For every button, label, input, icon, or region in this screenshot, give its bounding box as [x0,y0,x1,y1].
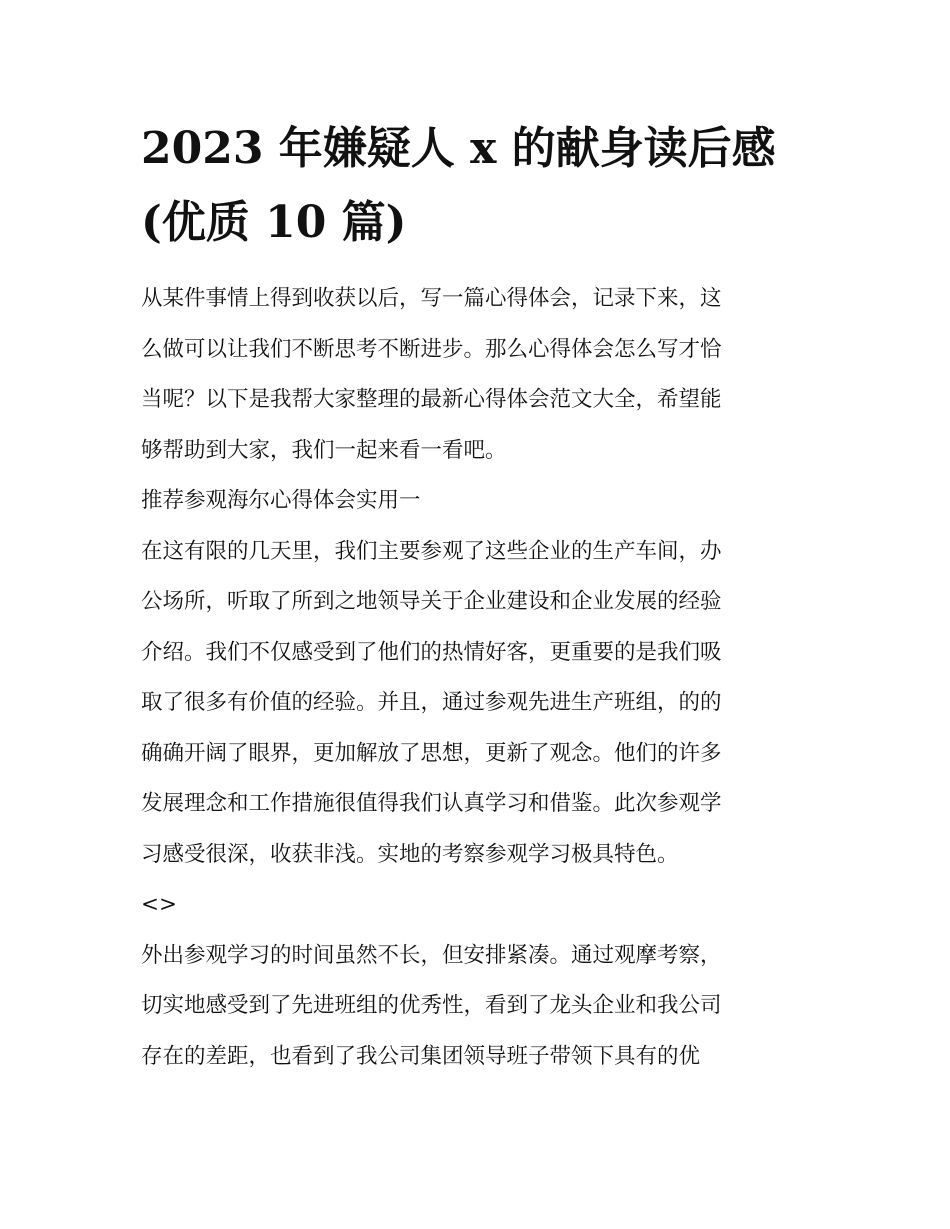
text-line: 发展理念和工作措施很值得我们认真学习和借鉴。此次参观学 [141,791,722,816]
text-line: 当呢？以下是我帮大家整理的最新心得体会范文大全，希望能 [141,387,722,412]
section-heading: 推荐参观海尔心得体会实用一 [141,488,421,513]
text-line: 从某件事情上得到收获以后，写一篇心得体会，记录下来，这 [141,286,722,311]
placeholder-marker: <> [141,892,178,917]
text-line: 存在的差距，也看到了我公司集团领导班子带领下具有的优 [141,1043,701,1069]
text-line: 介绍。我们不仅感受到了他们的热情好客，更重要的是我们吸 [141,639,722,665]
text-line: 公场所，听取了所到之地领导关于企业建设和企业发展的经验 [141,589,722,614]
title-line: (优质 10 篇) [141,197,407,248]
text-line: 么做可以让我们不断思考不断进步。那么心得体会怎么写才恰 [141,336,722,362]
text-line: 外出参观学习的时间虽然不长，但安排紧凑。通过观摩考察， [141,942,722,968]
text-line: 习感受很深，收获非浅。实地的考察参观学习极具特色。 [141,841,679,867]
document-title [141,112,821,260]
text-line: 够帮助到大家，我们一起来看一看吧。 [141,437,507,463]
text-line: 确确开阔了眼界，更加解放了思想，更新了观念。他们的许多 [141,740,722,766]
text-line: 在这有限的几天里，我们主要参观了这些企业的生产车间，办 [141,538,722,564]
intro-paragraph [141,274,813,1082]
title-line: 2023 年嫌疑人 x 的献身读后感 [141,123,776,174]
text-line: 取了很多有价值的经验。并且，通过参观先进生产班组，的的 [141,690,722,715]
text-line: 切实地感受到了先进班组的优秀性，看到了龙头企业和我公司 [141,993,722,1018]
